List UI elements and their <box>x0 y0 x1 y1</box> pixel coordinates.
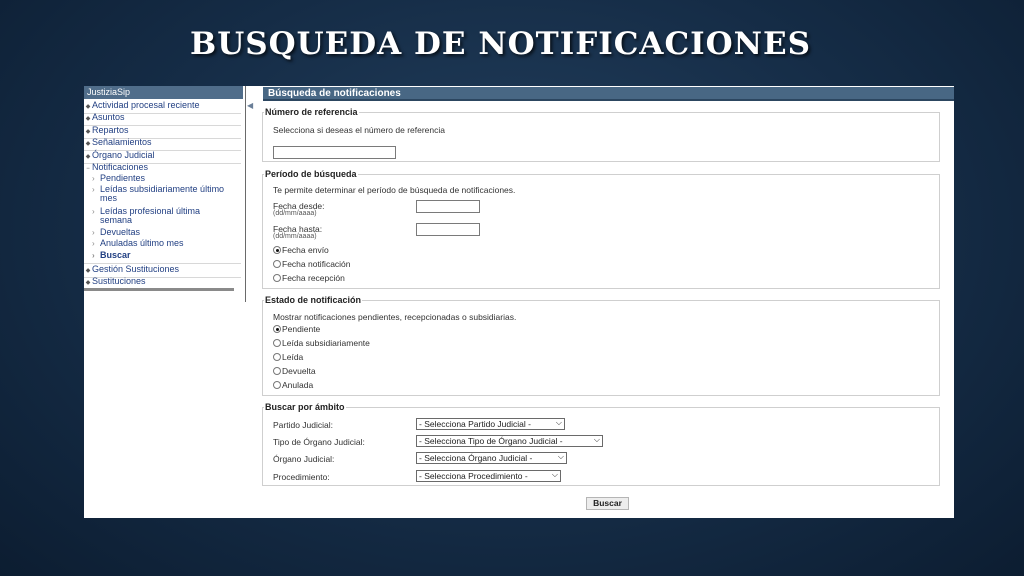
estado-legend: Estado de notificación <box>265 295 362 305</box>
partido-judicial-label: Partido Judicial: <box>273 420 334 430</box>
sub-item-label: Leídas profesional última semana <box>100 206 201 225</box>
radio-pendiente[interactable] <box>273 324 320 334</box>
sidebar-item-label: Señalamientos <box>92 137 152 147</box>
sidebar-item-senalamientos[interactable] <box>84 137 241 151</box>
chevron-right-icon: › <box>92 228 95 237</box>
radio-unchecked-icon <box>273 339 281 347</box>
organo-judicial-label: Órgano Judicial: <box>273 454 335 464</box>
sub-item-label: Devueltas <box>100 227 141 237</box>
minus-icon: − <box>86 166 90 172</box>
sidebar-bottom-border <box>84 288 234 291</box>
radio-leida[interactable] <box>273 352 303 362</box>
sub-item-devueltas[interactable] <box>92 228 240 237</box>
chevron-right-icon: › <box>92 207 95 216</box>
bullet-icon: ◆ <box>85 116 91 122</box>
sidebar-item-label: Sustituciones <box>92 276 146 286</box>
fecha-hasta-input[interactable] <box>416 223 480 236</box>
periodo-description: Te permite determinar el período de búsqueda de notificaciones. <box>273 185 516 195</box>
referencia-input[interactable] <box>273 146 396 159</box>
sidebar-item-label: Notificaciones <box>92 162 149 172</box>
search-button[interactable]: Buscar <box>586 497 629 510</box>
radio-label: Fecha recepción <box>282 273 345 283</box>
sidebar-item-label: Actividad procesal reciente <box>92 100 200 110</box>
sub-item-pendientes[interactable] <box>92 174 240 183</box>
chevron-down-icon: ⌵ <box>555 418 562 427</box>
sub-item-label: Pendientes <box>100 173 146 183</box>
radio-devuelta[interactable] <box>273 366 316 376</box>
bullet-icon: ◆ <box>85 268 91 274</box>
select-value: - Selecciona Tipo de Órgano Judicial - <box>419 436 563 446</box>
sidebar-item-label: Órgano Judicial <box>92 150 155 160</box>
fecha-hasta-format: (dd/mm/aaaa) <box>273 233 317 240</box>
bullet-icon: ◆ <box>85 129 91 135</box>
radio-label: Leída <box>282 352 304 362</box>
radio-unchecked-icon <box>273 353 281 361</box>
bullet-icon: ◆ <box>85 280 91 286</box>
collapse-sidebar-icon[interactable]: ◀ <box>247 101 254 110</box>
radio-label: Fecha envío <box>282 245 329 255</box>
sub-item-label: Leídas subsidiariamente último mes <box>100 184 225 203</box>
radio-fecha-notificacion[interactable] <box>273 259 351 269</box>
chevron-right-icon: › <box>92 251 95 260</box>
select-value: - Selecciona Procedimiento - <box>419 471 528 481</box>
referencia-legend: Número de referencia <box>265 107 358 117</box>
sidebar-app-title: JustiziaSip <box>84 86 243 99</box>
radio-label: Anulada <box>282 380 314 390</box>
radio-label: Pendiente <box>282 324 321 334</box>
periodo-legend: Período de búsqueda <box>265 169 357 179</box>
sub-item-buscar[interactable] <box>92 251 240 260</box>
radio-label: Devuelta <box>282 366 316 376</box>
radio-anulada[interactable] <box>273 380 313 390</box>
radio-fecha-recepcion[interactable] <box>273 273 345 283</box>
slide-title: BUSQUEDA DE NOTIFICACIONES <box>190 26 811 62</box>
radio-checked-icon <box>273 246 281 254</box>
organo-judicial-select[interactable] <box>416 452 567 464</box>
main-header: Búsqueda de notificaciones <box>263 87 954 101</box>
chevron-right-icon: › <box>92 185 95 194</box>
chevron-down-icon: ⌵ <box>593 435 600 444</box>
sidebar-divider <box>245 86 246 302</box>
radio-checked-icon <box>273 325 281 333</box>
sidebar <box>84 86 242 518</box>
chevron-right-icon: › <box>92 239 95 248</box>
sub-item-anuladas[interactable] <box>92 239 240 248</box>
radio-unchecked-icon <box>273 260 281 268</box>
app-window <box>84 86 954 518</box>
sidebar-item-label: Asuntos <box>92 112 125 122</box>
bullet-icon: ◆ <box>85 141 91 147</box>
bullet-icon: ◆ <box>85 154 91 160</box>
radio-fecha-envio[interactable] <box>273 245 329 255</box>
tipo-organo-label: Tipo de Órgano Judicial: <box>273 437 365 447</box>
chevron-down-icon: ⌵ <box>551 470 558 479</box>
tipo-organo-select[interactable] <box>416 435 603 447</box>
sidebar-item-label: Gestión Sustituciones <box>92 264 180 274</box>
chevron-down-icon: ⌵ <box>557 452 564 461</box>
select-value: - Selecciona Partido Judicial - <box>419 419 531 429</box>
select-value: - Selecciona Órgano Judicial - <box>419 453 533 463</box>
fecha-desde-input[interactable] <box>416 200 480 213</box>
radio-unchecked-icon <box>273 274 281 282</box>
estado-description: Mostrar notificaciones pendientes, recepcionadas o subsidiarias. <box>273 312 517 322</box>
ambito-legend: Buscar por ámbito <box>265 402 345 412</box>
chevron-right-icon: › <box>92 174 95 183</box>
sub-item-leidas-subsidiariamente[interactable] <box>92 185 240 203</box>
radio-leida-subsidiariamente[interactable] <box>273 338 370 348</box>
sub-item-label: Anuladas último mes <box>100 238 184 248</box>
radio-unchecked-icon <box>273 381 281 389</box>
sub-item-label: Buscar <box>100 250 131 260</box>
sidebar-item-label: Repartos <box>92 125 129 135</box>
partido-judicial-select[interactable] <box>416 418 565 430</box>
fecha-desde-format: (dd/mm/aaaa) <box>273 210 317 217</box>
sidebar-item-asuntos[interactable] <box>84 112 241 126</box>
referencia-description: Selecciona si deseas el número de referencia <box>273 125 445 135</box>
sub-item-leidas-profesional[interactable] <box>92 207 240 225</box>
procedimiento-label: Procedimiento: <box>273 472 330 482</box>
procedimiento-select[interactable] <box>416 470 561 482</box>
radio-unchecked-icon <box>273 367 281 375</box>
fecha-hasta-label: Fecha hasta: <box>273 224 323 234</box>
radio-label: Fecha notificación <box>282 259 351 269</box>
radio-label: Leída subsidiariamente <box>282 338 370 348</box>
fecha-desde-label: Fecha desde: <box>273 201 325 211</box>
bullet-icon: ◆ <box>85 104 91 110</box>
